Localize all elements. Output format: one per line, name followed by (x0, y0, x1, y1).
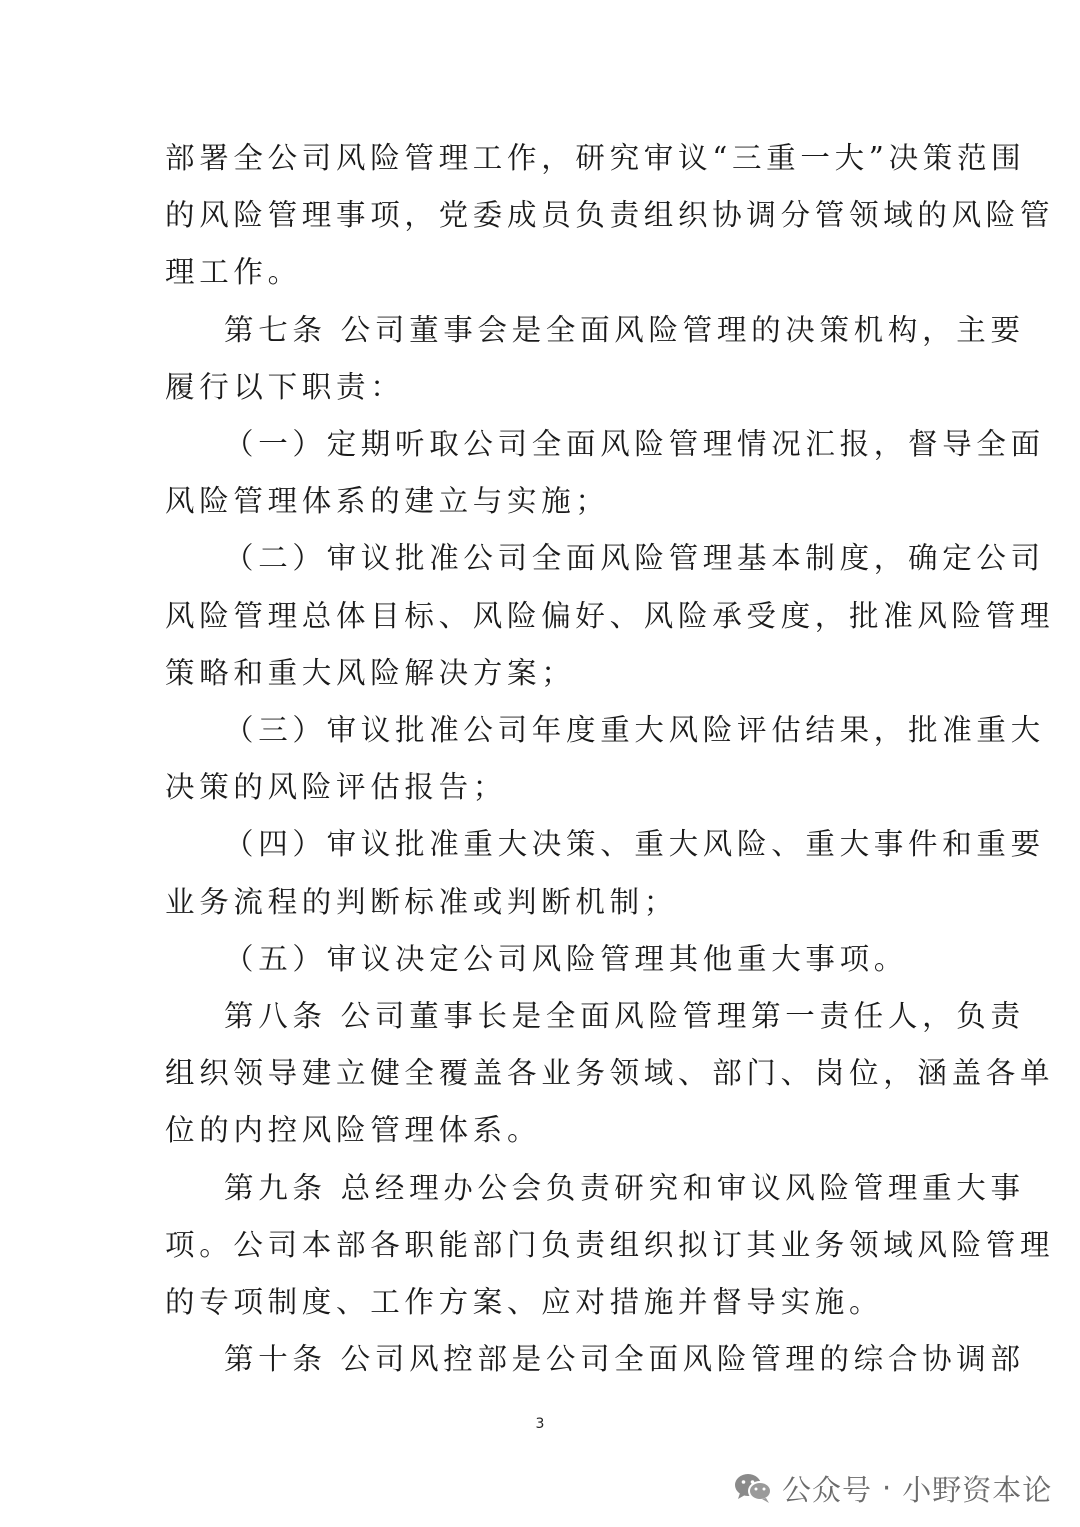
text-line: 理工作。 (165, 255, 302, 289)
text-line: 的风险管理事项，党委成员负责组织协调分管领域的风险管 (165, 198, 1055, 232)
text-line: 的专项制度、工作方案、应对措施并督导实施。 (165, 1285, 884, 1319)
wechat-watermark (734, 1466, 1052, 1510)
wechat-icon (734, 1472, 772, 1504)
text-line: （三）审议批准公司年度重大风险评估结果，批准重大 (224, 713, 1045, 747)
text-line: 风险管理体系的建立与实施； (165, 484, 610, 518)
watermark-label: 公众号 (782, 1472, 873, 1507)
text-line: （四）审议批准重大决策、重大风险、重大事件和重要 (224, 827, 1045, 861)
text-line: 业务流程的判断标准或判断机制； (165, 885, 679, 919)
text-line: 第十条 公司风控部是公司全面风险管理的综合协调部 (224, 1342, 1025, 1376)
text-line: 项。公司本部各职能部门负责组织拟订其业务领域风险管理 (165, 1228, 1055, 1262)
text-line: 策略和重大风险解决方案； (165, 656, 576, 690)
text-line: 第八条 公司董事长是全面风险管理第一责任人，负责 (224, 999, 1025, 1033)
text-line: 履行以下职责： (165, 370, 405, 404)
text-line: 风险管理总体目标、风险偏好、风险承受度，批准风险管理 (165, 599, 1055, 633)
text-line: 第九条 总经理办公会负责研究和审议风险管理重大事 (224, 1171, 1025, 1205)
text-line: （一）定期听取公司全面风险管理情况汇报，督导全面 (224, 427, 1045, 461)
text-line: 第七条 公司董事会是全面风险管理的决策机构，主要 (224, 313, 1025, 347)
text-line: （二）审议批准公司全面风险管理基本制度，确定公司 (224, 541, 1045, 575)
text-line: 部署全公司风险管理工作，研究审议“三重一大”决策范围 (165, 141, 1026, 175)
text-line: 位的内控风险管理体系。 (165, 1113, 542, 1147)
text-line: 决策的风险评估报告； (165, 770, 508, 804)
text-line: （五）审议决定公司风险管理其他重大事项。 (224, 942, 909, 976)
watermark-account: 小野资本论 (902, 1472, 1053, 1507)
text-line: 组织领导建立健全覆盖各业务领域、部门、岗位，涵盖各单 (165, 1056, 1055, 1090)
page-number: 3 (535, 1416, 545, 1432)
watermark-separator: · (882, 1471, 893, 1505)
